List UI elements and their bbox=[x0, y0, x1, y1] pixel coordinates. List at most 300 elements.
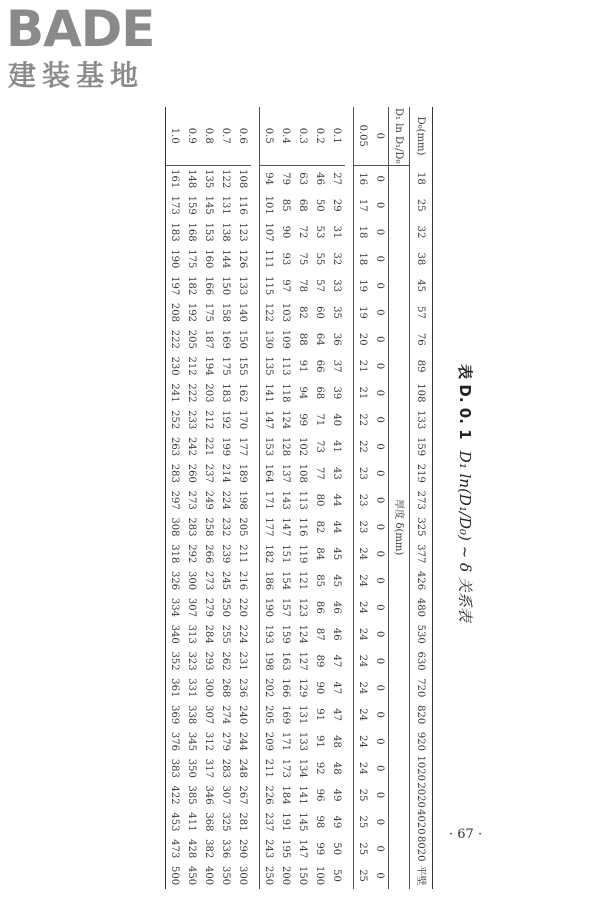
table-cell: 23 bbox=[354, 514, 372, 541]
column-header: 76 bbox=[410, 326, 433, 353]
row-gap bbox=[251, 107, 260, 889]
table-cell: 32 bbox=[331, 252, 342, 266]
table-cell: 91 bbox=[297, 359, 308, 373]
table-cell: 119 bbox=[297, 544, 308, 564]
table-cell: 175 bbox=[220, 356, 231, 376]
table-cell: 140 bbox=[237, 302, 248, 323]
table-cell: 249 bbox=[203, 490, 214, 510]
table-cell: 145 bbox=[297, 812, 308, 832]
table-cell: 44 bbox=[331, 493, 342, 507]
table-cell: 279 bbox=[203, 597, 214, 617]
table-cell: 175 bbox=[186, 249, 197, 269]
row-label: 0.7 bbox=[220, 127, 231, 144]
table-cell: 307 bbox=[203, 705, 214, 725]
table-cell: 135 bbox=[260, 353, 278, 380]
column-header: 57 bbox=[410, 299, 433, 326]
table-cell: 169 bbox=[220, 329, 231, 349]
table-cell: 129 bbox=[297, 678, 308, 698]
table-cell: 203 bbox=[203, 383, 214, 403]
table-cell: 133 bbox=[237, 276, 248, 296]
table-cell: 159 bbox=[186, 195, 197, 215]
table-cell: 248 bbox=[237, 758, 248, 778]
table-cell: 131 bbox=[220, 195, 231, 215]
table-cell: 87 bbox=[314, 627, 325, 641]
table-cell: 293 bbox=[203, 651, 214, 671]
page-number: · 67 · bbox=[449, 827, 483, 842]
table-cell: 121 bbox=[297, 571, 308, 591]
table-cell: 226 bbox=[260, 782, 278, 809]
table-cell: 0 bbox=[374, 496, 385, 504]
table-cell: 162 bbox=[237, 383, 248, 403]
header-d0: D₀(mm) bbox=[410, 107, 433, 165]
table-cell: 107 bbox=[260, 219, 278, 246]
table-cell: 312 bbox=[203, 731, 214, 752]
row-label: 0.05 bbox=[354, 107, 372, 165]
table-cell: 222 bbox=[166, 326, 184, 353]
table-cell: 46 bbox=[311, 165, 328, 192]
table-cell: 273 bbox=[203, 571, 214, 591]
table-cell: 20 bbox=[354, 326, 372, 353]
column-header: 38 bbox=[410, 245, 433, 272]
table-cell: 340 bbox=[166, 621, 184, 648]
table-cell: 68 bbox=[314, 386, 325, 400]
table-cell: 71 bbox=[314, 413, 325, 427]
table-cell: 292 bbox=[186, 544, 197, 564]
table-cell: 72 bbox=[297, 225, 308, 239]
table-cell: 193 bbox=[260, 621, 278, 648]
table-cell: 0 bbox=[374, 872, 385, 879]
table-cell: 150 bbox=[297, 866, 308, 886]
table-cell: 40 bbox=[331, 413, 342, 427]
table-cell: 47 bbox=[331, 681, 342, 695]
row-label: 0.4 bbox=[280, 127, 291, 144]
table-cell: 336 bbox=[220, 839, 231, 859]
table-cell: 133 bbox=[297, 731, 308, 752]
table-cell: 46 bbox=[331, 601, 342, 614]
table-cell: 89 bbox=[314, 654, 325, 668]
table-cell: 177 bbox=[237, 436, 248, 457]
table-cell: 0 bbox=[374, 550, 385, 557]
table-cell: 274 bbox=[220, 705, 231, 725]
table-cell: 49 bbox=[331, 788, 342, 802]
table-row bbox=[277, 107, 294, 889]
table-cell: 216 bbox=[237, 571, 248, 591]
table-cell: 267 bbox=[237, 785, 248, 805]
table-row bbox=[166, 107, 184, 889]
column-header: 45 bbox=[410, 272, 433, 299]
table-cell: 212 bbox=[203, 410, 214, 430]
table-cell: 160 bbox=[203, 249, 214, 269]
table-cell: 77 bbox=[314, 466, 325, 480]
column-header: 377 bbox=[410, 540, 433, 567]
table-cell: 147 bbox=[297, 839, 308, 859]
table-cell: 244 bbox=[237, 731, 248, 752]
column-header: 820 bbox=[410, 701, 433, 728]
logo-word: BADE bbox=[6, 0, 155, 58]
table-cell: 163 bbox=[280, 651, 291, 671]
table-cell: 108 bbox=[297, 463, 308, 483]
table-cell: 44 bbox=[331, 520, 342, 534]
table-cell: 237 bbox=[260, 809, 278, 836]
column-header: 8020 bbox=[410, 835, 433, 862]
table-cell: 92 bbox=[314, 761, 325, 775]
table-cell: 224 bbox=[220, 490, 231, 510]
table-cell: 100 bbox=[314, 866, 325, 886]
table-cell: 191 bbox=[280, 812, 291, 832]
table-cell: 118 bbox=[280, 383, 291, 403]
table-cell: 202 bbox=[260, 674, 278, 701]
table-cell: 313 bbox=[186, 624, 197, 644]
table-cell: 48 bbox=[331, 735, 342, 748]
table-cell: 135 bbox=[200, 165, 217, 192]
table-cell: 183 bbox=[166, 219, 184, 246]
table-cell: 41 bbox=[331, 440, 342, 453]
table-cell: 88 bbox=[297, 332, 308, 346]
column-header: 108 bbox=[410, 380, 433, 407]
table-cell: 376 bbox=[166, 728, 184, 755]
table-cell: 19 bbox=[354, 299, 372, 326]
table-cell: 0 bbox=[374, 818, 385, 826]
table-cell: 233 bbox=[186, 410, 197, 430]
table-cell: 182 bbox=[260, 540, 278, 567]
table-cell: 94 bbox=[297, 386, 308, 400]
table-cell: 197 bbox=[166, 272, 184, 299]
table-cell: 273 bbox=[186, 490, 197, 510]
table-cell: 369 bbox=[166, 701, 184, 728]
table-cell: 145 bbox=[203, 195, 214, 215]
column-header: 273 bbox=[410, 487, 433, 514]
table-cell: 85 bbox=[314, 574, 325, 587]
table-cell: 250 bbox=[260, 862, 278, 889]
table-cell: 0 bbox=[374, 336, 385, 343]
table-cell: 17 bbox=[354, 192, 372, 219]
table-cell: 128 bbox=[280, 436, 291, 457]
table-cell: 368 bbox=[203, 812, 214, 832]
table-title bbox=[435, 93, 495, 893]
table-cell: 317 bbox=[203, 758, 214, 778]
table-cell: 94 bbox=[260, 165, 278, 192]
row-label: 0.5 bbox=[260, 107, 278, 165]
table-cell: 102 bbox=[297, 436, 308, 457]
table-cell: 63 bbox=[294, 165, 311, 192]
table-cell: 231 bbox=[237, 651, 248, 671]
table-cell: 48 bbox=[331, 761, 342, 775]
table-cell: 36 bbox=[331, 332, 342, 346]
column-header: 133 bbox=[410, 406, 433, 433]
table-cell: 283 bbox=[166, 460, 184, 487]
table-cell: 450 bbox=[186, 866, 197, 886]
table-cell: 144 bbox=[220, 249, 231, 269]
table-title-formula: D₁ ln(D₁/D₀) ~ δ 关系表 bbox=[456, 450, 474, 622]
column-header: 4020 bbox=[410, 809, 433, 836]
table-cell: 153 bbox=[260, 433, 278, 460]
table-cell: 82 bbox=[314, 520, 325, 534]
table-cell: 0 bbox=[374, 443, 385, 450]
table-cell: 308 bbox=[166, 514, 184, 541]
table-cell: 0 bbox=[371, 165, 389, 192]
table-cell: 240 bbox=[237, 705, 248, 725]
table-cell: 190 bbox=[166, 245, 184, 272]
column-header: 2020 bbox=[410, 782, 433, 809]
table-cell: 0 bbox=[374, 202, 385, 209]
table-cell: 131 bbox=[297, 705, 308, 725]
table-cell: 214 bbox=[220, 463, 231, 483]
table-cell: 21 bbox=[354, 380, 372, 407]
table-cell: 164 bbox=[260, 460, 278, 487]
table-cell: 127 bbox=[297, 651, 308, 671]
table-cell: 173 bbox=[166, 192, 184, 219]
table-cell: 155 bbox=[237, 356, 248, 376]
table-cell: 116 bbox=[297, 517, 308, 537]
table-cell: 186 bbox=[260, 567, 278, 594]
table-cell: 284 bbox=[203, 624, 214, 644]
logo-subtitle: 建装基地 bbox=[8, 59, 145, 92]
table-cell: 79 bbox=[277, 165, 294, 192]
table-cell: 123 bbox=[297, 597, 308, 617]
table-cell: 55 bbox=[314, 252, 325, 266]
table-cell: 230 bbox=[166, 353, 184, 380]
table-cell: 130 bbox=[260, 326, 278, 353]
table-cell: 47 bbox=[331, 708, 342, 722]
table-cell: 82 bbox=[297, 306, 308, 319]
table-cell: 171 bbox=[280, 731, 291, 752]
table-cell: 124 bbox=[297, 624, 308, 644]
table-cell: 0 bbox=[374, 684, 385, 692]
column-header: 25 bbox=[410, 192, 433, 219]
table-cell: 177 bbox=[260, 514, 278, 541]
table-row bbox=[183, 107, 200, 889]
table-cell: 24 bbox=[354, 728, 372, 755]
table-cell: 325 bbox=[220, 812, 231, 832]
table-cell: 75 bbox=[297, 252, 308, 266]
table-cell: 281 bbox=[237, 812, 248, 832]
table-cell: 345 bbox=[186, 731, 197, 752]
table-cell: 290 bbox=[237, 839, 248, 859]
table-cell: 400 bbox=[203, 866, 214, 886]
table-cell: 64 bbox=[314, 332, 325, 346]
table-cell: 307 bbox=[220, 785, 231, 805]
table-cell: 205 bbox=[237, 517, 248, 537]
table-cell: 126 bbox=[237, 249, 248, 269]
table-cell: 25 bbox=[354, 782, 372, 809]
table-cell: 113 bbox=[297, 490, 308, 510]
column-header: 426 bbox=[410, 567, 433, 594]
table-cell: 50 bbox=[314, 198, 325, 212]
table-cell: 24 bbox=[354, 648, 372, 675]
table-cell: 208 bbox=[166, 299, 184, 326]
table-cell: 103 bbox=[280, 302, 291, 323]
row-label: 0.1 bbox=[331, 127, 342, 144]
table-cell: 21 bbox=[354, 353, 372, 380]
table-cell: 153 bbox=[203, 222, 214, 242]
table-cell: 350 bbox=[186, 758, 197, 778]
table-cell: 166 bbox=[280, 678, 291, 698]
table-cell: 241 bbox=[166, 380, 184, 407]
table-cell: 148 bbox=[183, 165, 200, 192]
table-cell: 108 bbox=[234, 165, 251, 192]
column-header: 89 bbox=[410, 353, 433, 380]
table-cell: 0 bbox=[374, 657, 385, 665]
table-row bbox=[234, 107, 251, 889]
table-cell: 326 bbox=[166, 567, 184, 594]
column-header: 920 bbox=[410, 728, 433, 755]
table-cell: 0 bbox=[374, 577, 385, 584]
table-cell: 91 bbox=[314, 735, 325, 748]
table-cell: 263 bbox=[166, 433, 184, 460]
table-title-prefix: 表 D. 0. 1 bbox=[456, 364, 474, 440]
table-cell: 352 bbox=[166, 648, 184, 675]
table-cell: 411 bbox=[186, 812, 197, 832]
table-cell: 323 bbox=[186, 651, 197, 671]
table-cell: 85 bbox=[280, 198, 291, 212]
table-cell: 252 bbox=[166, 406, 184, 433]
table-cell: 473 bbox=[166, 835, 184, 862]
table-cell: 46 bbox=[331, 627, 342, 641]
table-cell: 50 bbox=[331, 869, 342, 882]
table-cell: 157 bbox=[280, 597, 291, 617]
table-cell: 422 bbox=[166, 782, 184, 809]
data-table bbox=[165, 107, 433, 889]
table-cell: 361 bbox=[166, 674, 184, 701]
table-cell: 123 bbox=[237, 222, 248, 242]
table-cell: 24 bbox=[354, 540, 372, 567]
table-cell: 91 bbox=[314, 708, 325, 722]
table-cell: 0 bbox=[374, 631, 385, 638]
table-cell: 300 bbox=[203, 678, 214, 698]
table-cell: 279 bbox=[220, 731, 231, 752]
table-cell: 109 bbox=[280, 329, 291, 349]
table-cell: 53 bbox=[314, 225, 325, 239]
column-header: 159 bbox=[410, 433, 433, 460]
table-cell: 24 bbox=[354, 674, 372, 701]
table-cell: 161 bbox=[166, 165, 184, 192]
table-cell: 27 bbox=[328, 165, 345, 192]
column-header: 18 bbox=[410, 165, 433, 192]
table-cell: 138 bbox=[220, 222, 231, 242]
table-cell: 0 bbox=[374, 791, 385, 799]
table-cell: 0 bbox=[374, 845, 385, 852]
table-cell: 86 bbox=[314, 601, 325, 614]
table-cell: 0 bbox=[374, 765, 385, 772]
column-header: 630 bbox=[410, 648, 433, 675]
table-cell: 194 bbox=[203, 356, 214, 376]
table-cell: 0 bbox=[374, 228, 385, 236]
table-cell: 209 bbox=[260, 728, 278, 755]
table-cell: 198 bbox=[260, 648, 278, 675]
table-cell: 260 bbox=[186, 463, 197, 483]
table-cell: 187 bbox=[203, 329, 214, 349]
table-cell: 25 bbox=[354, 809, 372, 836]
table-cell: 31 bbox=[331, 225, 342, 239]
table-cell: 385 bbox=[186, 785, 197, 805]
table-cell: 37 bbox=[331, 359, 342, 373]
table-cell: 198 bbox=[237, 490, 248, 510]
table-cell: 151 bbox=[280, 544, 291, 564]
table-cell: 18 bbox=[354, 245, 372, 272]
table-cell: 25 bbox=[354, 862, 372, 889]
table-cell: 147 bbox=[280, 517, 291, 537]
table-cell: 24 bbox=[354, 621, 372, 648]
table-cell: 297 bbox=[166, 487, 184, 514]
table-cell: 200 bbox=[280, 866, 291, 886]
table-cell: 99 bbox=[297, 413, 308, 427]
table-cell: 0 bbox=[374, 282, 385, 289]
table-cell: 350 bbox=[220, 866, 231, 886]
table-cell: 0 bbox=[374, 389, 385, 397]
table-cell: 189 bbox=[237, 463, 248, 483]
table-row bbox=[200, 107, 217, 889]
table-cell: 0 bbox=[374, 470, 385, 477]
table-cell: 239 bbox=[220, 544, 231, 564]
table-cell: 283 bbox=[220, 758, 231, 778]
table-cell: 24 bbox=[354, 755, 372, 782]
table-cell: 262 bbox=[220, 651, 231, 671]
table-cell: 22 bbox=[354, 433, 372, 460]
table-cell: 307 bbox=[186, 597, 197, 617]
table-cell: 300 bbox=[186, 571, 197, 591]
table-cell: 242 bbox=[186, 436, 197, 457]
table-cell: 182 bbox=[186, 276, 197, 296]
table-cell: 383 bbox=[166, 755, 184, 782]
table-row bbox=[311, 107, 328, 889]
row-label: 0.6 bbox=[237, 127, 248, 144]
table-cell: 57 bbox=[314, 279, 325, 293]
table-cell: 137 bbox=[280, 463, 291, 483]
table-row bbox=[371, 107, 389, 889]
table-cell: 205 bbox=[260, 701, 278, 728]
table-cell: 175 bbox=[203, 302, 214, 323]
table-cell: 101 bbox=[260, 192, 278, 219]
table-cell: 24 bbox=[354, 567, 372, 594]
table-cell: 141 bbox=[260, 380, 278, 407]
column-header: 平壁 bbox=[410, 862, 433, 889]
table-cell: 205 bbox=[186, 329, 197, 349]
table-cell: 124 bbox=[280, 410, 291, 430]
table-cell: 236 bbox=[237, 678, 248, 698]
table-cell: 382 bbox=[203, 839, 214, 859]
table-cell: 220 bbox=[237, 597, 248, 617]
table-cell: 90 bbox=[314, 681, 325, 695]
table-cell: 45 bbox=[331, 574, 342, 587]
table-cell: 195 bbox=[280, 839, 291, 859]
table-cell: 68 bbox=[297, 198, 308, 212]
table-row bbox=[328, 107, 345, 889]
table-cell: 199 bbox=[220, 436, 231, 457]
table-cell: 47 bbox=[331, 654, 342, 668]
table-cell: 33 bbox=[331, 279, 342, 293]
table-cell: 0 bbox=[374, 523, 385, 531]
table-cell: 24 bbox=[354, 701, 372, 728]
column-header: 720 bbox=[410, 674, 433, 701]
table-cell: 300 bbox=[237, 866, 248, 886]
table-cell: 169 bbox=[280, 705, 291, 725]
table-cell: 122 bbox=[260, 299, 278, 326]
table-cell: 84 bbox=[314, 547, 325, 561]
table-cell: 338 bbox=[186, 705, 197, 725]
table-cell: 190 bbox=[260, 594, 278, 621]
row-label: 0 bbox=[374, 132, 385, 139]
table-cell: 80 bbox=[314, 493, 325, 507]
table-cell: 268 bbox=[220, 678, 231, 698]
row-label: 1.0 bbox=[166, 107, 184, 165]
table-cell: 99 bbox=[314, 842, 325, 856]
table-cell: 141 bbox=[297, 785, 308, 805]
table-cell: 23 bbox=[354, 460, 372, 487]
table-cell: 168 bbox=[186, 222, 197, 242]
header-formula: D₁ ln D₁/D₀ bbox=[389, 107, 410, 165]
table-cell: 334 bbox=[166, 594, 184, 621]
table-cell: 159 bbox=[280, 624, 291, 644]
